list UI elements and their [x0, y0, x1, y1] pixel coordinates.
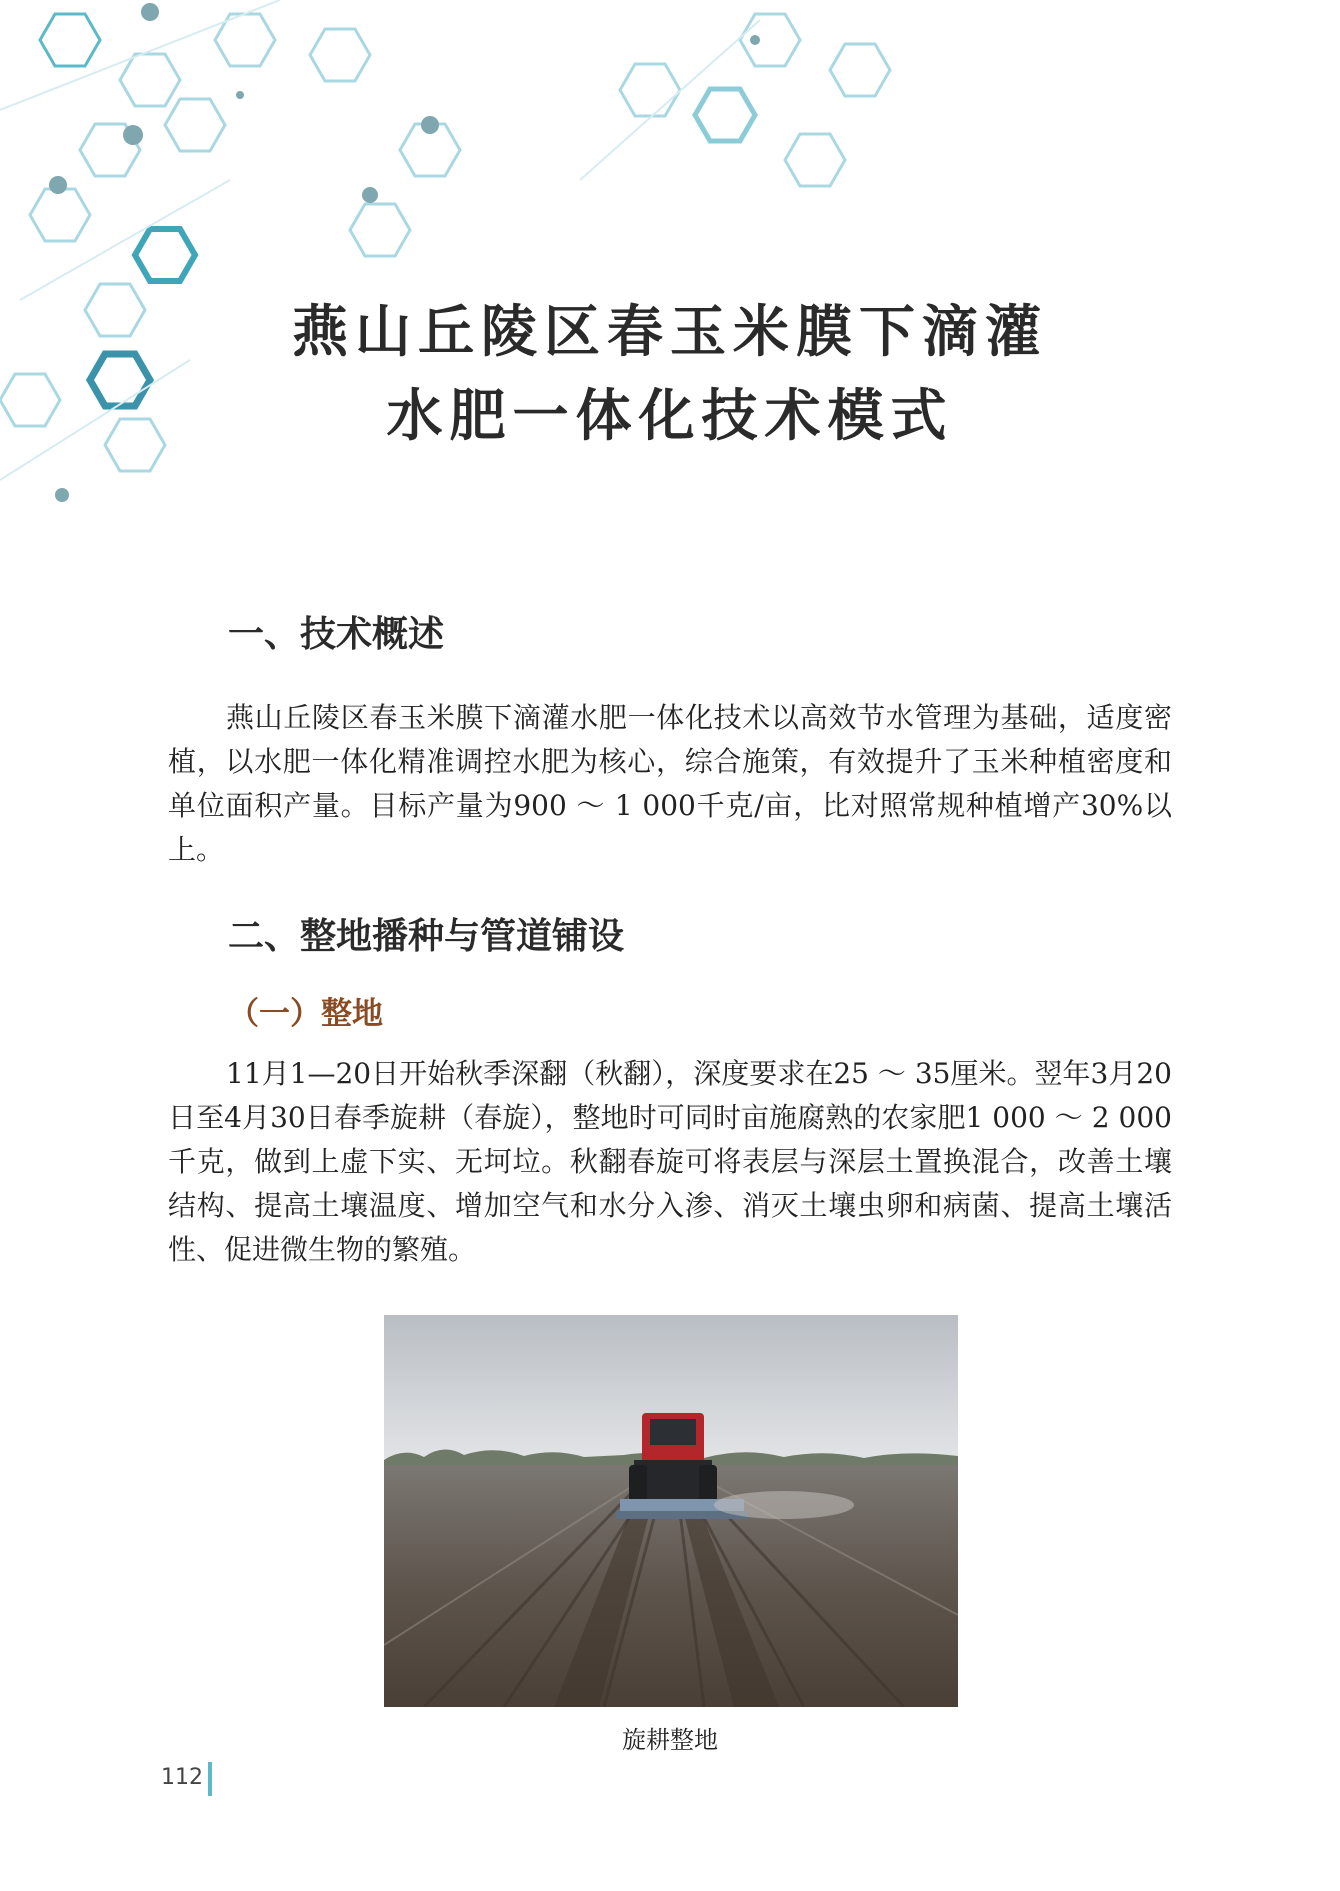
- figure-caption: 旋耕整地: [622, 1726, 718, 1754]
- page-title-line-1: 燕山丘陵区春玉米膜下滴灌: [292, 299, 1048, 365]
- tractor-tilling-photo: [384, 1315, 958, 1707]
- subsection-1-paragraph: 11月1—20日开始秋季深翻（秋翻），深度要求在25 ～ 35厘米。翌年3月20日至4月30日春季旋耕（春旋），整地时可同时亩施腐熟的农家肥1 000 ～ 2 000千克，做到上虚下实、无坷垃。秋翻春旋可将表层与深层土置换混合，改善土壤结构、提高土壤温度、增加空气和水分入渗、消灭土壤虫卵和病菌、提高土壤活性、促进微生物的繁殖。: [168, 1057, 1172, 1266]
- section-1-paragraph: 燕山丘陵区春玉米膜下滴灌水肥一体化技术以高效节水管理为基础，适度密植，以水肥一体化精准调控水肥为核心，综合施策，有效提升了玉米种植密度和单位面积产量。目标产量为900 ～ 1 000千克/亩，比对照常规种植增产30%以上。: [168, 701, 1172, 866]
- section-1-heading: 一、技术概述: [228, 614, 445, 655]
- section-2-heading: 二、整地播种与管道铺设: [228, 916, 625, 957]
- page-number: 112: [161, 1765, 203, 1790]
- page-number-divider: [208, 1762, 212, 1796]
- subsection-1-heading: （一）整地: [228, 996, 383, 1032]
- page-title-line-2: 水肥一体化技术模式: [386, 383, 954, 449]
